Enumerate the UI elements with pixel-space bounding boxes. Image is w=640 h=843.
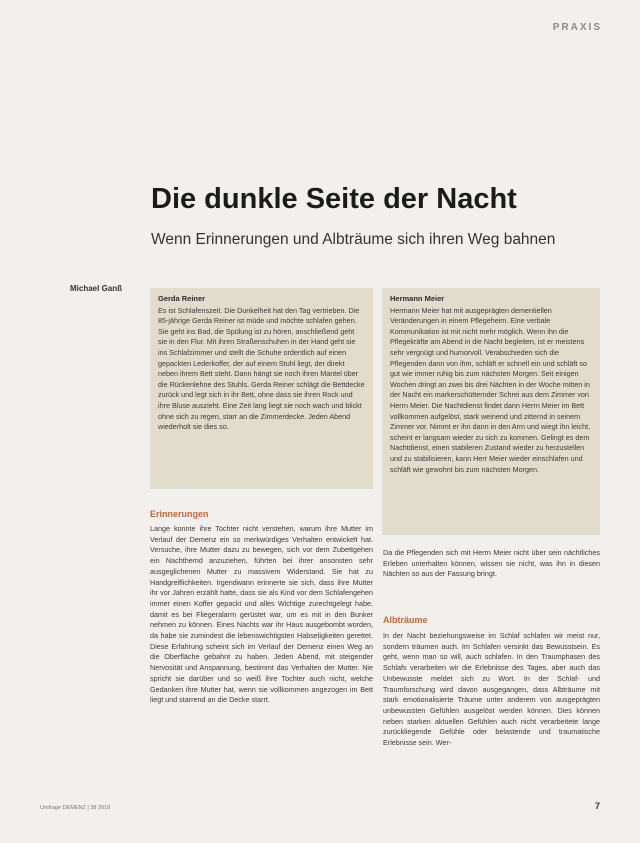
case-box-hermann-meier xyxy=(382,288,600,535)
body-text-right: In der Nacht beziehungsweise im Schlaf schlafen wir meist nur, sondern träumen auch. Im Schlafen versinkt das Bewusstsein. Es geht, wenn man so will, auch schlafen. In den Traumphasen des Schlafs verarbeiten wir die Erlebnisse des Tages, aber auch das Unbewusste meldet sich zu Wort. In der Schlaf- und Traumforschung wird davon ausgegangen, dass Albträume mit stark emotionalisierte Träume unter anderem von ausgeprägten unbewussten Gefühlen ausgelöst werden können. Dies können neben starken aktuellen Gefühlen auch nicht verarbeitete lange zurückliegende Gefühle oder belastende und traumatische Erlebnisse sein. Wer- xyxy=(383,631,600,748)
article-subtitle: Wenn Erinnerungen und Albträume sich ihren Weg bahnen xyxy=(151,231,556,248)
author-name: Michael Ganß xyxy=(70,284,123,293)
footer-publication: Umfrage DEMENZ | 38 2018 xyxy=(40,805,111,811)
case-box-gerda-reiner xyxy=(150,288,373,489)
section-heading-erinnerungen: Erinnerungen xyxy=(150,509,209,519)
section-heading-albtraeume: Albträume xyxy=(383,615,428,625)
article-title: Die dunkle Seite der Nacht xyxy=(151,183,517,215)
case-box-title: Hermann Meier xyxy=(390,294,445,303)
body-text-left: Lange konnte ihre Tochter nicht verstehen, warum ihre Mutter im Verlauf der Demenz ein so merkwürdiges Verhalten entwickelt hat. Versuche, ihre Mutter dazu zu bewegen, sich vor dem Zubettgehen ein Nachthemd anzuziehen, führten bei ihrer ansonsten sehr ausgeglichenen Mutter zu massivem Widerstand. Sie hat zu Handgreiflichkeiten. Irgendwann erinnerte sie sich, dass ihre Mutter ihr vor Jahren erzählt hatte, dass sie als Kind vor dem Schlafengehen immer einen Koffer gepackt und alles Wichtige zurechtgelegt habe, damit es bei Fliegeralarm gerüstet war, um es mit in den Bunker nehmen zu können. Eines Nachts war ihr Haus ausgebombt worden, da habe sie zumindest die lebenswichtigsten Habseligkeiten gerettet. Diese Erfahrung scheint sich im Verlauf der Demenz einen Weg an die Oberfläche gebahnt zu haben. Jeden Abend, mit steigender Nervosität und Anspannung, bestimmt das Verhalten der Mutter. Nie spricht sie darüber und so weiß ihre Tochter auch nicht, welche Gedanken ihre Mutter hat, wenn sie vollkommen angezogen im Bett liegt und starrend an die Decke starrt. xyxy=(150,524,373,705)
page-number: 7 xyxy=(594,801,600,811)
body-text-right-intro: Da die Pflegenden sich mit Herrn Meier nicht über sein nächtliches Erleben unterhalten können, wissen sie nicht, was ihn in diesen Nächten so aus der Fassung bringt. xyxy=(383,548,600,579)
case-box-text: Hermann Meier hat mit ausgeprägten dementiellen Veränderungen in einem Pflegeheim. Eine verbale Kommunikation ist mit nicht mehr möglich. Wenn ihn die Pflegekräfte am Abend in die Nacht begleiten, ist er meistens sehr vergnügt und humorvoll. Verabschieden sich die Pflegenden dann von ihm, schläft er schnell ein und schläft so gut wie immer ruhig bis zum nächsten Morgen. Seit einigen Wochen dringt an zwei bis drei Nächten in der Woche mitten in der Nacht ein markerschütternder Schrei aus dem Zimmer von Herrn Meier. Die Nachtdienst findet dann Herrn Meier im Bett vollkommen aufgelöst, stark weinend und zitternd in seinem Zimmer vor. Nimmt er ihn dann in den Arm und wiegt ihn leicht, scheint er langsam wieder zu sich zu kommen. Gelingt es dem Nachtdienst, einen stabileren Zustand wieder zu herzustellen und zu stabilisieren, kann Herr Meier wieder einschlafen und schläft wie gewohnt bis zum nächsten Morgen. xyxy=(390,305,591,474)
section-label: PRAXIS xyxy=(552,22,602,33)
case-box-text: Es ist Schlafenszeit. Die Dunkelheit hat den Tag vertrieben. Die 85-jährige Gerda Reiner ist müde und möchte schlafen gehen. Sie geht ins Bad, die Spülung ist zu hören, anschließend geht sie in den Flur. Mit ihren Straßenschuhen in der Hand geht sie ins Schlafzimmer und stellt die Schuhe ordentlich auf einen gepackten Lederkoffer, der auf einem Stuhl liegt, der direkt neben ihrem Bett steht. Dann hängt sie noch ihren Mantel über die Rückenlehne des Stuhls. Gerda Reiner schlägt die Bettdecke zurück und legt sich in ihr Bett, ohne dass sie ihren Rock und ihre Bluse auszieht. Eine Zeit lang liegt sie noch wach und blickt ohne sich zu regen, starr an die Zimmerdecke. Jeden Abend wiederholt sie dies so. xyxy=(158,305,365,432)
case-box-title: Gerda Reiner xyxy=(158,294,206,303)
